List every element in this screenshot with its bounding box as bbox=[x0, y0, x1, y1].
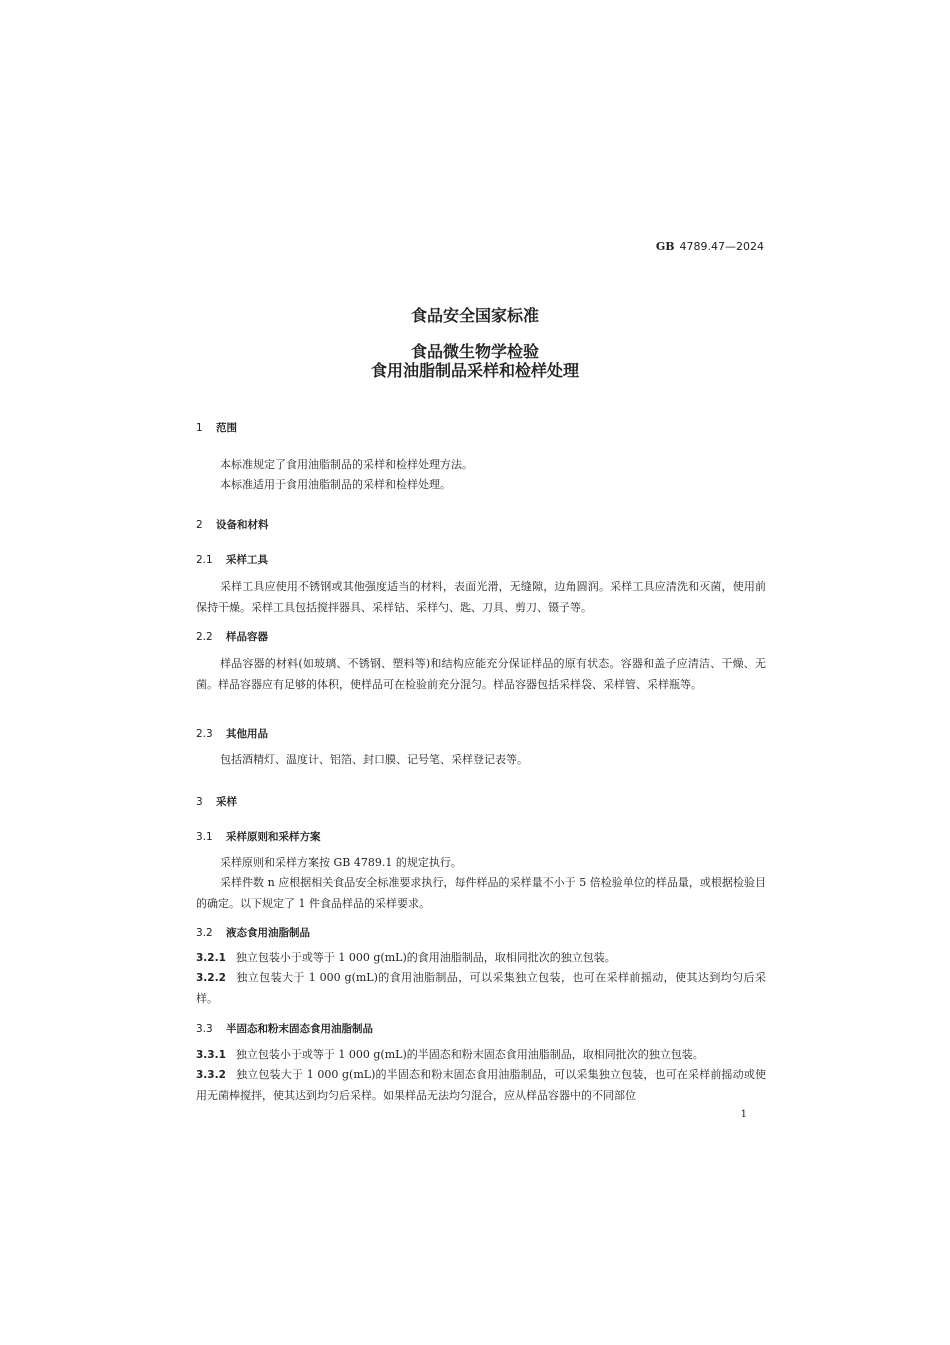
section-title: 范围 bbox=[216, 422, 237, 434]
clause-text: 独立包装小于或等于 1 000 g(mL)的半固态和粉末固态食用油脂制品，取相同批次的独立包装。 bbox=[235, 1048, 704, 1061]
document-code-prefix: GB bbox=[655, 240, 675, 253]
clause-3-3-1 bbox=[196, 1045, 766, 1066]
section-title: 样品容器 bbox=[226, 631, 268, 643]
page-number: 1 bbox=[740, 1109, 747, 1120]
document-title-line-2: 食用油脂制品采样和检样处理 bbox=[370, 361, 579, 380]
clause-text: 独立包装大于 1 000 g(mL)的半固态和粉末固态食用油脂制品，可以采集独立包装，也可在采样前摇动或使用无菌棒搅拌，使其达到均匀后采样。如果样品无法均匀混合，应从样品容器中的不同部位 bbox=[196, 1068, 766, 1102]
clause-text: 独立包装大于 1 000 g(mL)的食用油脂制品，可以采集独立包装，也可在采样前摇动，使其达到均匀后采样。 bbox=[196, 971, 766, 1005]
clause-3-2-1 bbox=[196, 948, 766, 969]
section-number: 2.3 bbox=[196, 728, 213, 740]
section-number: 2.2 bbox=[196, 631, 213, 643]
section-2-2-paragraph: 样品容器的材料(如玻璃、不锈钢、塑料等)和结构应能充分保证样品的原有状态。容器和盖子应清洁、干燥、无菌。样品容器应有足够的体积，使样品可在检验前充分混匀。样品容器包括采样袋、采样管、采样瓶等。 bbox=[196, 657, 766, 691]
section-title: 采样工具 bbox=[226, 554, 268, 566]
section-2-heading bbox=[196, 517, 269, 532]
section-3-1-heading bbox=[196, 829, 321, 844]
document-title-line-1: 食品微生物学检验 bbox=[410, 342, 539, 361]
section-title: 采样原则和采样方案 bbox=[226, 831, 321, 843]
document-code bbox=[656, 240, 764, 253]
section-3-1-paragraph-2: 采样件数 n 应根据相关食品安全标准要求执行，每件样品的采样量不小于 5 倍检验单位的样品量，或根据检验目的确定。以下规定了 1 件食品样品的采样要求。 bbox=[196, 876, 766, 910]
clause-number: 3.3.2 bbox=[196, 1069, 226, 1081]
section-2-2-heading bbox=[196, 629, 268, 644]
section-3-1-paragraph-1: 采样原则和采样方案按 GB 4789.1 的规定执行。 bbox=[220, 856, 462, 869]
section-2-3-heading bbox=[196, 726, 268, 741]
section-1-paragraph-2: 本标准适用于食用油脂制品的采样和检样处理。 bbox=[220, 478, 451, 491]
section-number: 3.2 bbox=[196, 927, 213, 939]
section-number: 3.1 bbox=[196, 831, 213, 843]
section-1-heading bbox=[196, 420, 237, 435]
section-title: 半固态和粉末固态食用油脂制品 bbox=[226, 1023, 373, 1035]
section-title: 采样 bbox=[216, 796, 237, 808]
clause-number: 3.2.2 bbox=[196, 972, 226, 984]
section-number: 1 bbox=[196, 422, 203, 434]
section-3-2-heading bbox=[196, 925, 310, 940]
section-number: 2 bbox=[196, 519, 203, 531]
clause-3-3-2 bbox=[196, 1065, 766, 1106]
section-2-3-paragraph: 包括酒精灯、温度计、铝箔、封口膜、记号笔、采样登记表等。 bbox=[220, 753, 528, 766]
section-3-3-heading bbox=[196, 1021, 373, 1036]
section-number: 3.3 bbox=[196, 1023, 213, 1035]
section-1-paragraph-1: 本标准规定了食用油脂制品的采样和检样处理方法。 bbox=[220, 458, 473, 471]
clause-3-2-2 bbox=[196, 968, 766, 1009]
section-title: 设备和材料 bbox=[216, 519, 269, 531]
section-2-1-heading bbox=[196, 552, 268, 567]
standard-category-title: 食品安全国家标准 bbox=[410, 306, 539, 325]
section-3-heading bbox=[196, 794, 237, 809]
document-code-number: 4789.47—2024 bbox=[679, 240, 764, 253]
section-title: 液态食用油脂制品 bbox=[226, 927, 310, 939]
section-number: 3 bbox=[196, 796, 203, 808]
clause-number: 3.3.1 bbox=[196, 1049, 226, 1061]
section-title: 其他用品 bbox=[226, 728, 268, 740]
section-2-1-paragraph: 采样工具应使用不锈钢或其他强度适当的材料，表面光滑，无缝隙，边角圆润。采样工具应清洗和灭菌，使用前保持干燥。采样工具包括搅拌器具、采样钻、采样勺、匙、刀具、剪刀、镊子等。 bbox=[196, 580, 766, 614]
clause-text: 独立包装小于或等于 1 000 g(mL)的食用油脂制品，取相同批次的独立包装。 bbox=[235, 951, 616, 964]
clause-number: 3.2.1 bbox=[196, 952, 226, 964]
section-number: 2.1 bbox=[196, 554, 213, 566]
